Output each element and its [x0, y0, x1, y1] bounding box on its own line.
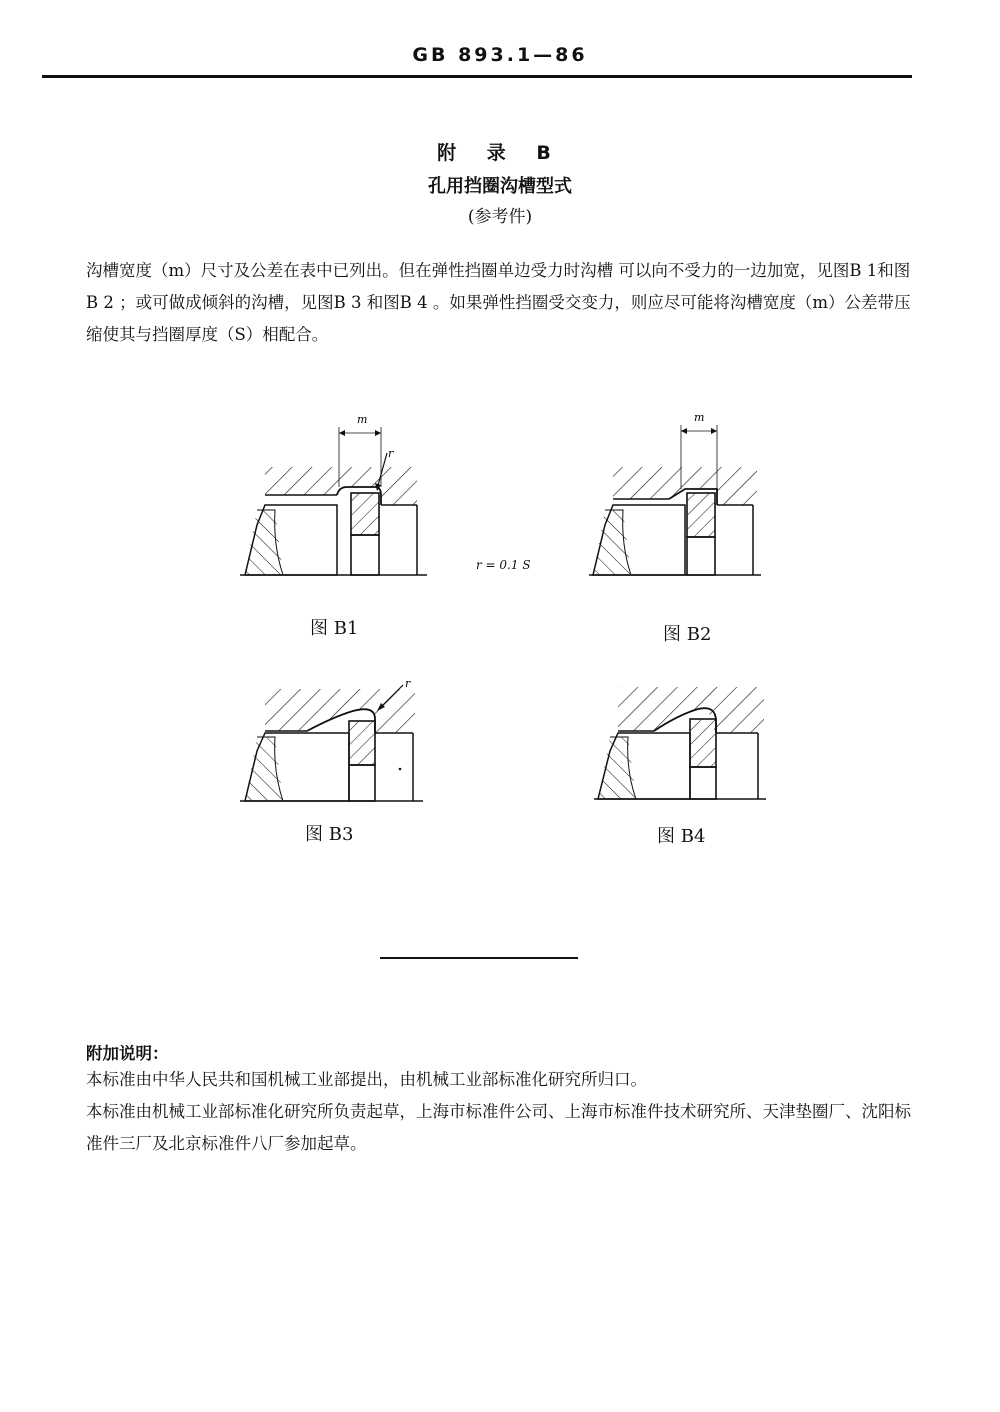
- caption-b3: 图 B3: [305, 824, 354, 845]
- b1-radius-label: r: [388, 447, 394, 460]
- header-rule: [42, 75, 912, 78]
- appendix-name: 孔用挡圈沟槽型式: [428, 176, 572, 197]
- notes-line-1-text: 本标准由中华人民共和国机械工业部提出，由机械工业部标准化研究所归口。: [86, 1070, 647, 1089]
- caption-b2: 图 B2: [663, 624, 712, 645]
- b2-dim-label: m: [694, 411, 705, 424]
- body-paragraph: [86, 255, 916, 351]
- caption-b1: 图 B1: [310, 618, 359, 639]
- notes-line-1: [86, 1064, 916, 1096]
- appendix-type: (参考件): [467, 207, 533, 227]
- notes-heading: 附加说明：: [86, 1044, 169, 1063]
- section-divider: [380, 957, 578, 959]
- b3-radius-label: r: [405, 677, 411, 690]
- appendix-title: 附 录 B: [437, 142, 563, 164]
- header-code: GB 893.1—86: [412, 44, 588, 66]
- figure-b2: [585, 405, 785, 580]
- notes-line-2: [86, 1096, 916, 1160]
- caption-b4: 图 B4: [657, 826, 706, 847]
- figure-b3: [235, 675, 435, 805]
- figure-b4: [590, 675, 790, 805]
- notes-line-2-text: 本标准由机械工业部标准化研究所负责起草，上海市标准件公司、上海市标准件技术研究所、天津垫圈厂、沈阳标准件三厂及北京标准件八厂参加起草。: [86, 1102, 911, 1153]
- formula-r: r = 0.1 S: [476, 558, 531, 572]
- body-paragraph-text: 沟槽宽度（m）尺寸及公差在表中已列出。但在弹性挡圈单边受力时沟槽 可以向不受力的一边加宽，见图B 1和图B 2 ；或可做成倾斜的沟槽，见图B 3 和图B 4 。如果弹性挡圈受交变力，则应尽可能将沟槽宽度（m）公差带压缩使其与挡圈厚度（S）相配合。: [86, 261, 911, 344]
- b1-dim-label: m: [357, 413, 368, 426]
- figure-b1: [235, 405, 435, 580]
